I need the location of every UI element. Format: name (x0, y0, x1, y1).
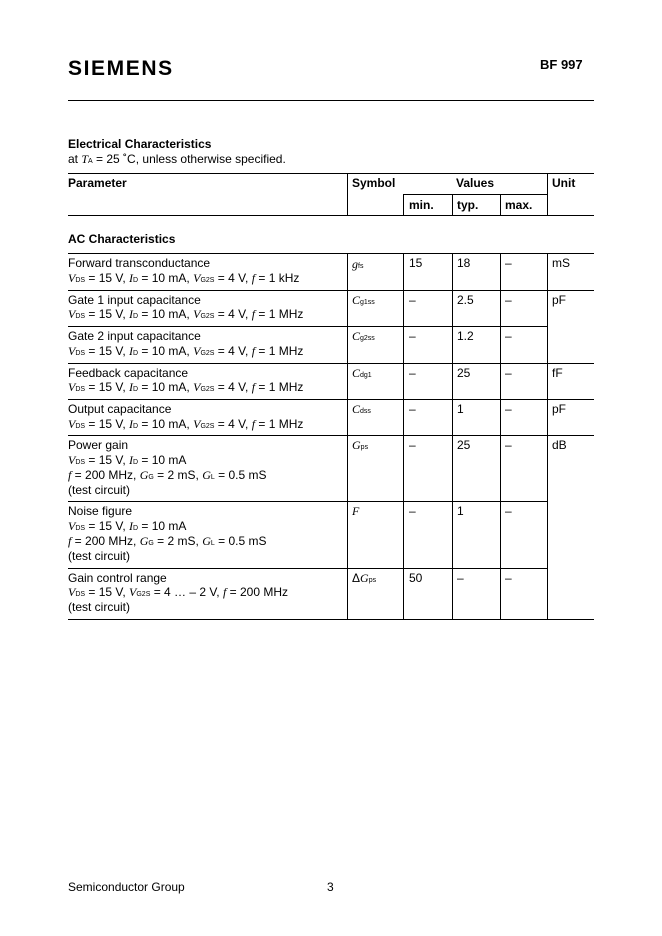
value-typ: – (457, 571, 464, 585)
param-name: Gate 2 input capacitance (68, 329, 201, 343)
value-typ: 25 (457, 438, 471, 452)
header-typ: typ. (457, 198, 479, 212)
value-max: – (505, 329, 512, 343)
value-unit: pF (552, 402, 567, 416)
table-rule-top (68, 173, 594, 174)
value-max: – (505, 504, 512, 518)
table-rule-row5 (68, 399, 594, 400)
table-vrule (452, 194, 453, 215)
param-condition: VDS = 15 V, ID = 10 mA, VG2S = 4 V, f = 1 MHz (68, 417, 304, 431)
value-unit: pF (552, 293, 567, 307)
header-parameter: Parameter (68, 176, 127, 190)
value-typ: 1.2 (457, 329, 474, 343)
value-min: 50 (409, 571, 423, 585)
param-name: Feedback capacitance (68, 366, 189, 380)
param-condition-note: (test circuit) (68, 600, 131, 614)
table-vrule (347, 253, 348, 619)
footer-page-number: 3 (327, 880, 334, 894)
param-condition: VDS = 15 V, ID = 10 mA, VG2S = 4 V, f = 1 MHz (68, 380, 304, 394)
value-max: – (505, 402, 512, 416)
header-max: max. (505, 198, 533, 212)
param-symbol: Cdss (352, 402, 371, 416)
section-subtitle (68, 152, 286, 167)
param-condition: VDS = 15 V, ID = 10 mA, VG2S = 4 V, f = 1 MHz (68, 344, 304, 358)
header-rule (68, 100, 594, 101)
group-title: AC Characteristics (68, 232, 176, 246)
header-values: Values (456, 176, 495, 190)
value-unit: dB (552, 438, 567, 452)
value-typ: 18 (457, 256, 471, 270)
param-symbol: ΔGps (352, 571, 377, 585)
param-symbol: gfs (352, 257, 364, 271)
value-unit: fF (552, 366, 563, 380)
table-vrule (500, 194, 501, 215)
table-vrule (347, 173, 348, 215)
value-max: – (505, 293, 512, 307)
param-condition: VDS = 15 V, ID = 10 mA, VG2S = 4 V, f = 1 kHz (68, 271, 300, 285)
param-name: Noise figure (68, 504, 133, 518)
value-min: – (409, 438, 416, 452)
table-rule-row6 (68, 435, 594, 436)
value-max: – (505, 366, 512, 380)
table-rule-row4 (68, 363, 594, 364)
table-vrule (403, 253, 404, 619)
header-symbol: Symbol (352, 176, 396, 190)
part-number: BF 997 (540, 57, 583, 72)
value-typ: 2.5 (457, 293, 474, 307)
value-max: – (505, 571, 512, 585)
param-condition: VDS = 15 V, VG2S = 4 … – 2 V, f = 200 MHz (68, 585, 289, 599)
value-min: – (409, 402, 416, 416)
param-name: Gain control range (68, 571, 167, 585)
footer-company: Semiconductor Group (68, 880, 185, 894)
value-typ: 1 (457, 402, 464, 416)
table-rule-bottom (68, 619, 594, 620)
siemens-logo: SIEMENS (68, 57, 174, 80)
param-name: Forward transconductance (68, 256, 211, 270)
param-name: Gate 1 input capacitance (68, 293, 201, 307)
value-min: – (409, 329, 416, 343)
table-rule-values (403, 194, 547, 195)
param-symbol: Cg2ss (352, 329, 375, 343)
table-rule-row3 (68, 326, 547, 327)
subtitle-pre: at (68, 152, 82, 166)
param-symbol: F (352, 504, 360, 518)
param-condition-note: (test circuit) (68, 483, 131, 497)
param-condition: f = 200 MHz, GG = 2 mS, GL = 0.5 mS (68, 534, 267, 548)
param-symbol: Gps (352, 438, 369, 452)
table-rule-row7 (68, 501, 547, 502)
value-max: – (505, 256, 512, 270)
value-min: 15 (409, 256, 423, 270)
table-rule-header-bottom (68, 215, 594, 216)
param-name: Output capacitance (68, 402, 172, 416)
table-vrule (547, 173, 548, 215)
table-vrule (500, 253, 501, 619)
table-rule-row1 (68, 253, 594, 254)
table-vrule (547, 253, 548, 619)
table-rule-row8 (68, 568, 547, 569)
value-typ: 1 (457, 504, 464, 518)
param-condition: VDS = 15 V, ID = 10 mA, VG2S = 4 V, f = 1 MHz (68, 307, 304, 321)
param-condition: VDS = 15 V, ID = 10 mA (68, 453, 187, 467)
table-vrule (452, 253, 453, 619)
subtitle-temp-subscript: A (88, 158, 93, 165)
value-typ: 25 (457, 366, 471, 380)
param-symbol: Cg1ss (352, 293, 375, 307)
param-condition-note: (test circuit) (68, 549, 131, 563)
header-min: min. (409, 198, 434, 212)
value-min: – (409, 293, 416, 307)
param-condition: VDS = 15 V, ID = 10 mA (68, 519, 187, 533)
param-symbol: Cdg1 (352, 366, 372, 380)
section-title: Electrical Characteristics (68, 137, 212, 151)
value-min: – (409, 504, 416, 518)
table-rule-row2 (68, 290, 594, 291)
value-unit: mS (552, 256, 570, 270)
value-max: – (505, 438, 512, 452)
param-name: Power gain (68, 438, 129, 452)
value-min: – (409, 366, 416, 380)
table-vrule (403, 194, 404, 215)
subtitle-post: = 25 ˚C, unless otherwise specified. (92, 152, 286, 166)
subtitle-temp-symbol: T (81, 152, 89, 166)
param-condition: f = 200 MHz, GG = 2 mS, GL = 0.5 mS (68, 468, 267, 482)
header-unit: Unit (552, 176, 576, 190)
